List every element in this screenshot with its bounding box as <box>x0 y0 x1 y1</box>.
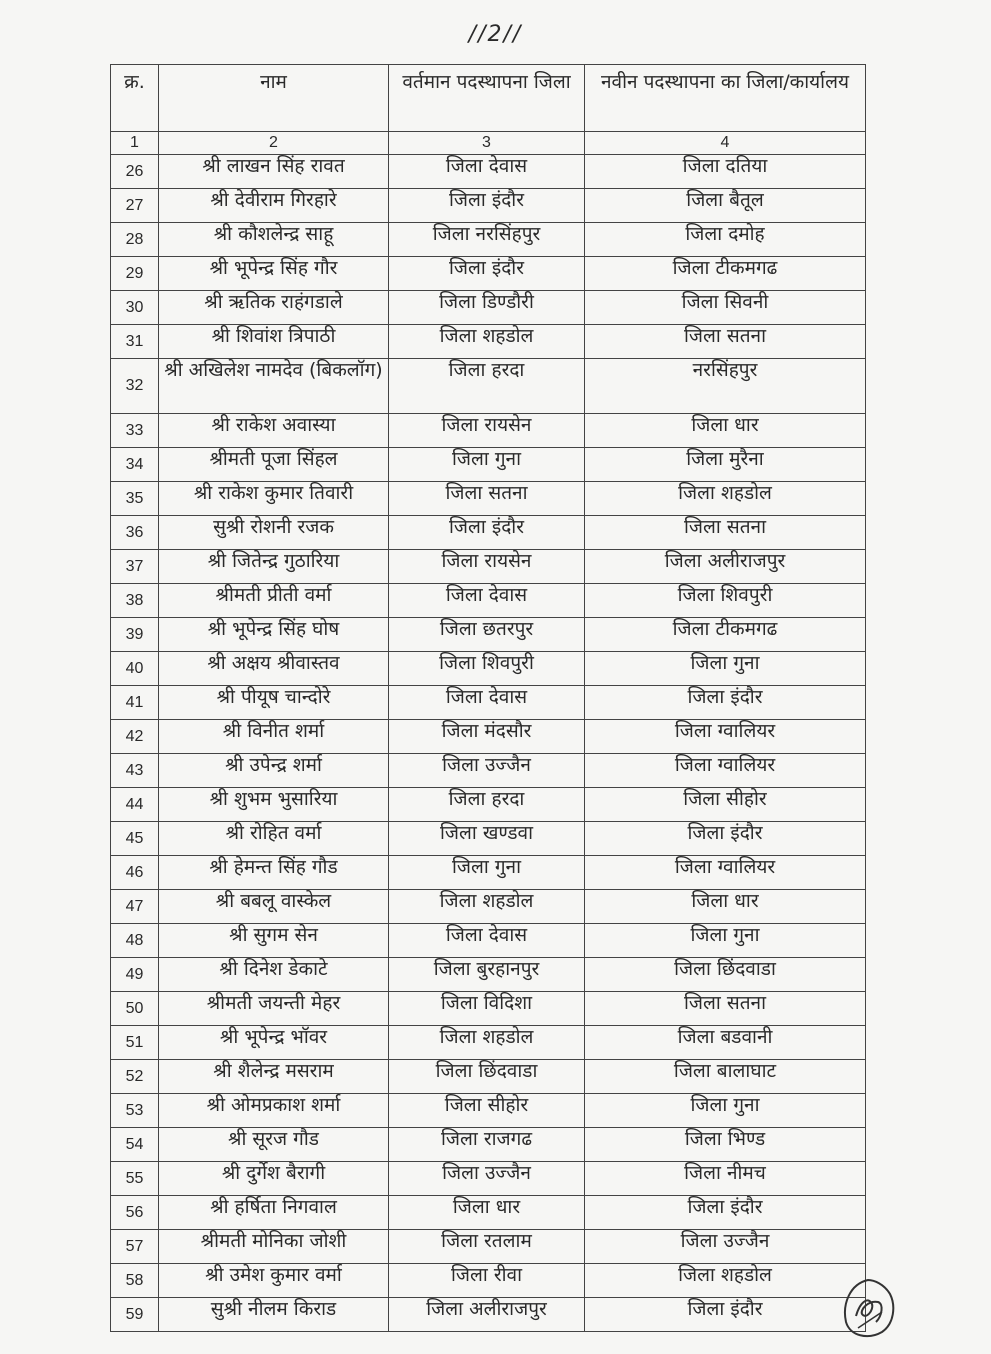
new-posting-cell: जिला धार <box>585 414 866 448</box>
column-index: 3 <box>389 132 585 155</box>
current-posting-cell: जिला अलीराजपुर <box>389 1298 585 1332</box>
name-cell: श्री विनीत शर्मा <box>159 720 389 754</box>
table-row <box>111 958 866 992</box>
new-posting-cell: नरसिंहपुर <box>585 359 866 414</box>
serial-cell: 36 <box>111 516 159 550</box>
new-posting-cell: जिला सतना <box>585 325 866 359</box>
serial-cell: 41 <box>111 686 159 720</box>
table-row <box>111 1162 866 1196</box>
name-cell: श्री भूपेन्द्र सिंह घोष <box>159 618 389 652</box>
serial-cell: 51 <box>111 1026 159 1060</box>
table-row <box>111 992 866 1026</box>
new-posting-cell: जिला ग्वालियर <box>585 754 866 788</box>
current-posting-cell: जिला रीवा <box>389 1264 585 1298</box>
new-posting-cell: जिला सिवनी <box>585 291 866 325</box>
name-cell: श्री राकेश कुमार तिवारी <box>159 482 389 516</box>
name-cell: श्री भूपेन्द्र भॉवर <box>159 1026 389 1060</box>
table-row <box>111 325 866 359</box>
table-row <box>111 924 866 958</box>
new-posting-cell: जिला अलीराजपुर <box>585 550 866 584</box>
serial-cell: 57 <box>111 1230 159 1264</box>
serial-cell: 55 <box>111 1162 159 1196</box>
name-cell: सुश्री नीलम किराड <box>159 1298 389 1332</box>
new-posting-cell: जिला गुना <box>585 924 866 958</box>
header-serial: क्र. <box>111 65 159 132</box>
header-row <box>111 65 866 132</box>
table-row <box>111 788 866 822</box>
name-cell: श्री बबलू वास्केल <box>159 890 389 924</box>
current-posting-cell: जिला खण्डवा <box>389 822 585 856</box>
current-posting-cell: जिला राजगढ <box>389 1128 585 1162</box>
name-cell: श्री उपेन्द्र शर्मा <box>159 754 389 788</box>
transfer-table-container <box>110 64 865 1332</box>
serial-cell: 35 <box>111 482 159 516</box>
table-row <box>111 720 866 754</box>
column-index: 4 <box>585 132 866 155</box>
current-posting-cell: जिला रायसेन <box>389 550 585 584</box>
serial-cell: 28 <box>111 223 159 257</box>
current-posting-cell: जिला धार <box>389 1196 585 1230</box>
table-row <box>111 822 866 856</box>
current-posting-cell: जिला सतना <box>389 482 585 516</box>
name-cell: श्री अखिलेश नामदेव (बिकलॉग) <box>159 359 389 414</box>
new-posting-cell: जिला दमोह <box>585 223 866 257</box>
table-row <box>111 414 866 448</box>
current-posting-cell: जिला शहडोल <box>389 325 585 359</box>
serial-cell: 52 <box>111 1060 159 1094</box>
current-posting-cell: जिला देवास <box>389 924 585 958</box>
current-posting-cell: जिला बुरहानपुर <box>389 958 585 992</box>
new-posting-cell: जिला शहडोल <box>585 1264 866 1298</box>
name-cell: श्री दुर्गेश बैरागी <box>159 1162 389 1196</box>
transfer-table <box>110 64 866 1332</box>
current-posting-cell: जिला डिण्डौरी <box>389 291 585 325</box>
signature-icon <box>838 1276 898 1342</box>
new-posting-cell: जिला ग्वालियर <box>585 720 866 754</box>
name-cell: श्री कौशलेन्द्र साहू <box>159 223 389 257</box>
name-cell: श्री दिनेश डेकाटे <box>159 958 389 992</box>
serial-cell: 48 <box>111 924 159 958</box>
table-row <box>111 890 866 924</box>
name-cell: श्री शिवांश त्रिपाठी <box>159 325 389 359</box>
serial-cell: 46 <box>111 856 159 890</box>
new-posting-cell: जिला उज्जैन <box>585 1230 866 1264</box>
serial-cell: 44 <box>111 788 159 822</box>
current-posting-cell: जिला गुना <box>389 448 585 482</box>
new-posting-cell: जिला इंदौर <box>585 1298 866 1332</box>
serial-cell: 49 <box>111 958 159 992</box>
current-posting-cell: जिला देवास <box>389 155 585 189</box>
table-row <box>111 652 866 686</box>
table-row <box>111 754 866 788</box>
current-posting-cell: जिला शहडोल <box>389 890 585 924</box>
name-cell: श्री शुभम भुसारिया <box>159 788 389 822</box>
serial-cell: 32 <box>111 359 159 414</box>
new-posting-cell: जिला नीमच <box>585 1162 866 1196</box>
current-posting-cell: जिला इंदौर <box>389 257 585 291</box>
new-posting-cell: जिला सतना <box>585 992 866 1026</box>
serial-cell: 42 <box>111 720 159 754</box>
table-row <box>111 1264 866 1298</box>
new-posting-cell: जिला टीकमगढ <box>585 618 866 652</box>
column-index-row <box>111 132 866 155</box>
current-posting-cell: जिला उज्जैन <box>389 1162 585 1196</box>
serial-cell: 43 <box>111 754 159 788</box>
serial-cell: 30 <box>111 291 159 325</box>
current-posting-cell: जिला रतलाम <box>389 1230 585 1264</box>
current-posting-cell: जिला हरदा <box>389 359 585 414</box>
table-row <box>111 1026 866 1060</box>
serial-cell: 40 <box>111 652 159 686</box>
name-cell: श्री सूरज गौड <box>159 1128 389 1162</box>
serial-cell: 38 <box>111 584 159 618</box>
current-posting-cell: जिला मंदसौर <box>389 720 585 754</box>
name-cell: श्री उमेश कुमार वर्मा <box>159 1264 389 1298</box>
name-cell: श्री भूपेन्द्र सिंह गौर <box>159 257 389 291</box>
current-posting-cell: जिला छिंदवाडा <box>389 1060 585 1094</box>
table-row <box>111 1094 866 1128</box>
name-cell: श्री जितेन्द्र गुठारिया <box>159 550 389 584</box>
name-cell: श्री ओमप्रकाश शर्मा <box>159 1094 389 1128</box>
name-cell: श्री देवीराम गिरहारे <box>159 189 389 223</box>
new-posting-cell: जिला सतना <box>585 516 866 550</box>
serial-cell: 50 <box>111 992 159 1026</box>
new-posting-cell: जिला शिवपुरी <box>585 584 866 618</box>
table-row <box>111 686 866 720</box>
table-row <box>111 359 866 414</box>
current-posting-cell: जिला उज्जैन <box>389 754 585 788</box>
serial-cell: 45 <box>111 822 159 856</box>
header-current-posting: वर्तमान पदस्थापना जिला <box>389 65 585 132</box>
new-posting-cell: जिला इंदौर <box>585 1196 866 1230</box>
current-posting-cell: जिला देवास <box>389 686 585 720</box>
serial-cell: 26 <box>111 155 159 189</box>
name-cell: श्री पीयूष चान्दोरे <box>159 686 389 720</box>
serial-cell: 58 <box>111 1264 159 1298</box>
new-posting-cell: जिला बालाघाट <box>585 1060 866 1094</box>
table-row <box>111 257 866 291</box>
serial-cell: 59 <box>111 1298 159 1332</box>
table-row <box>111 516 866 550</box>
name-cell: श्री रोहित वर्मा <box>159 822 389 856</box>
serial-cell: 39 <box>111 618 159 652</box>
serial-cell: 54 <box>111 1128 159 1162</box>
table-row <box>111 1298 866 1332</box>
serial-cell: 29 <box>111 257 159 291</box>
name-cell: श्रीमती जयन्ती मेहर <box>159 992 389 1026</box>
table-row <box>111 448 866 482</box>
new-posting-cell: जिला धार <box>585 890 866 924</box>
new-posting-cell: जिला बैतूल <box>585 189 866 223</box>
table-row <box>111 482 866 516</box>
serial-cell: 37 <box>111 550 159 584</box>
name-cell: श्री हर्षिता निगवाल <box>159 1196 389 1230</box>
serial-cell: 34 <box>111 448 159 482</box>
name-cell: श्रीमती मोनिका जोशी <box>159 1230 389 1264</box>
column-index: 2 <box>159 132 389 155</box>
new-posting-cell: जिला बडवानी <box>585 1026 866 1060</box>
table-row <box>111 550 866 584</box>
new-posting-cell: जिला सीहोर <box>585 788 866 822</box>
current-posting-cell: जिला इंदौर <box>389 516 585 550</box>
new-posting-cell: जिला गुना <box>585 652 866 686</box>
current-posting-cell: जिला सीहोर <box>389 1094 585 1128</box>
name-cell: श्री ऋतिक राहंगडाले <box>159 291 389 325</box>
current-posting-cell: जिला विदिशा <box>389 992 585 1026</box>
name-cell: श्रीमती पूजा सिंहल <box>159 448 389 482</box>
serial-cell: 53 <box>111 1094 159 1128</box>
serial-cell: 31 <box>111 325 159 359</box>
new-posting-cell: जिला भिण्ड <box>585 1128 866 1162</box>
table-row <box>111 1060 866 1094</box>
new-posting-cell: जिला ग्वालियर <box>585 856 866 890</box>
current-posting-cell: जिला शिवपुरी <box>389 652 585 686</box>
name-cell: श्री अक्षय श्रीवास्तव <box>159 652 389 686</box>
serial-cell: 33 <box>111 414 159 448</box>
name-cell: श्री लाखन सिंह रावत <box>159 155 389 189</box>
serial-cell: 27 <box>111 189 159 223</box>
header-name: नाम <box>159 65 389 132</box>
table-row <box>111 189 866 223</box>
new-posting-cell: जिला इंदौर <box>585 822 866 856</box>
current-posting-cell: जिला छतरपुर <box>389 618 585 652</box>
current-posting-cell: जिला देवास <box>389 584 585 618</box>
table-row <box>111 584 866 618</box>
name-cell: श्रीमती प्रीती वर्मा <box>159 584 389 618</box>
current-posting-cell: जिला इंदौर <box>389 189 585 223</box>
name-cell: श्री राकेश अवास्या <box>159 414 389 448</box>
new-posting-cell: जिला मुरैना <box>585 448 866 482</box>
new-posting-cell: जिला शहडोल <box>585 482 866 516</box>
current-posting-cell: जिला नरसिंहपुर <box>389 223 585 257</box>
table-row <box>111 1196 866 1230</box>
new-posting-cell: जिला छिंदवाडा <box>585 958 866 992</box>
name-cell: श्री हेमन्त सिंह गौड <box>159 856 389 890</box>
table-row <box>111 155 866 189</box>
current-posting-cell: जिला हरदा <box>389 788 585 822</box>
new-posting-cell: जिला टीकमगढ <box>585 257 866 291</box>
new-posting-cell: जिला गुना <box>585 1094 866 1128</box>
name-cell: श्री शैलेन्द्र मसराम <box>159 1060 389 1094</box>
table-row <box>111 618 866 652</box>
table-row <box>111 856 866 890</box>
table-row <box>111 291 866 325</box>
column-index: 1 <box>111 132 159 155</box>
new-posting-cell: जिला दतिया <box>585 155 866 189</box>
table-row <box>111 1128 866 1162</box>
current-posting-cell: जिला गुना <box>389 856 585 890</box>
current-posting-cell: जिला रायसेन <box>389 414 585 448</box>
table-row <box>111 223 866 257</box>
current-posting-cell: जिला शहडोल <box>389 1026 585 1060</box>
serial-cell: 56 <box>111 1196 159 1230</box>
header-new-posting: नवीन पदस्थापना का जिला/कार्यालय <box>585 65 866 132</box>
new-posting-cell: जिला इंदौर <box>585 686 866 720</box>
serial-cell: 47 <box>111 890 159 924</box>
table-row <box>111 1230 866 1264</box>
page-number: //2// <box>468 22 523 47</box>
name-cell: सुश्री रोशनी रजक <box>159 516 389 550</box>
name-cell: श्री सुगम सेन <box>159 924 389 958</box>
